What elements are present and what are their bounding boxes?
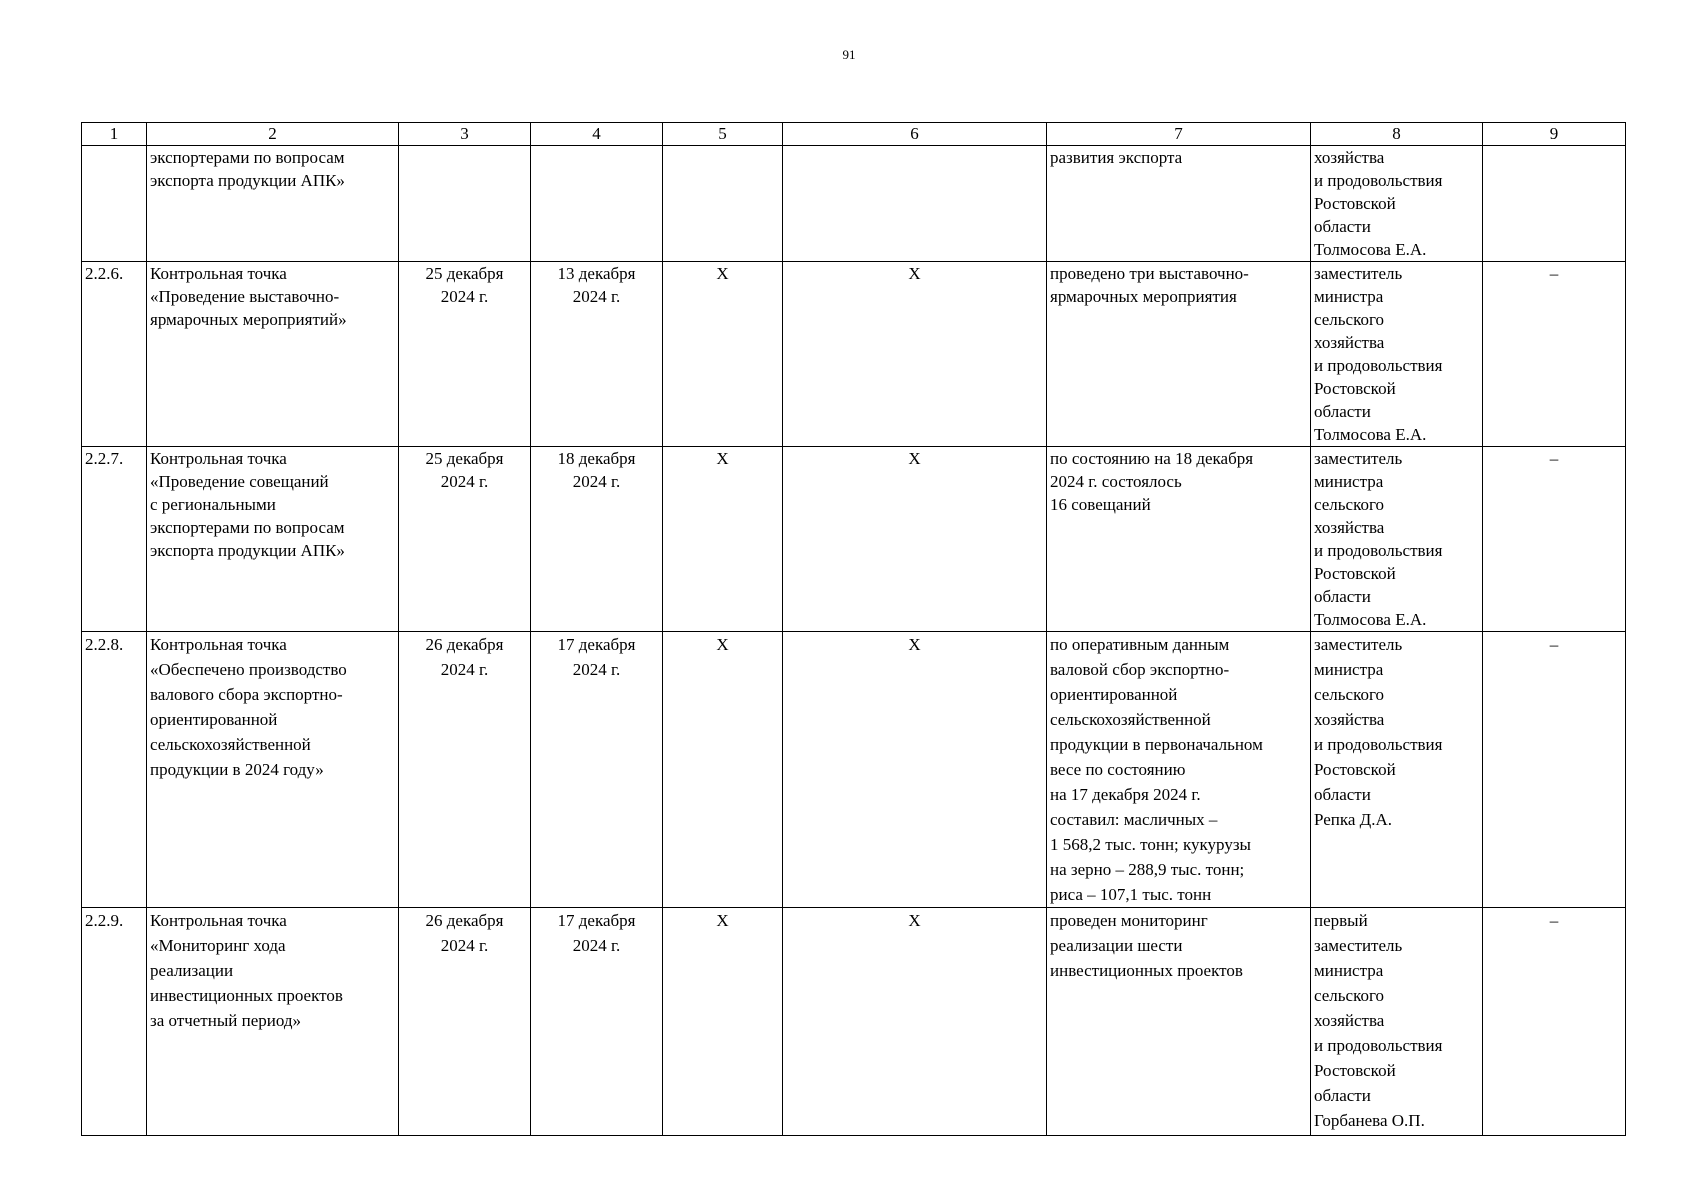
responsible-cell: первый заместитель министра сельского хозяйства и продовольствия Ростовской области Горбанева О.П. — [1311, 908, 1483, 1136]
result-cell: развития экспорта — [1047, 146, 1311, 262]
col-header-8: 8 — [1311, 123, 1483, 146]
item-name-cell: Контрольная точка «Проведение совещаний с региональными экспортерами по вопросам экспорта продукции АПК» — [147, 447, 399, 632]
col9-cell: – — [1483, 632, 1626, 908]
result-cell: по оперативным данным валовой сбор экспортно- ориентированной сельскохозяйственной продукции в первоначальном весе по состоянию на 17 декабря 2024 г. составил: масличных – 1 568,2 тыс. тонн; кукурузы на зерно – 288,9 тыс. тонн; риса – 107,1 тыс. тонн — [1047, 632, 1311, 908]
col-header-1: 1 — [82, 123, 147, 146]
col-header-6: 6 — [783, 123, 1047, 146]
header-row — [82, 123, 1626, 146]
row-number-cell: 2.2.7. — [82, 447, 147, 632]
row-number-cell: 2.2.9. — [82, 908, 147, 1136]
col5-cell: Х — [663, 908, 783, 1136]
table-row — [82, 908, 1626, 1136]
col5-cell — [663, 146, 783, 262]
responsible-cell: заместитель министра сельского хозяйства и продовольствия Ростовской области Толмосова Е.А. — [1311, 447, 1483, 632]
col9-cell: – — [1483, 262, 1626, 447]
col-header-4: 4 — [531, 123, 663, 146]
plan-date-cell: 26 декабря 2024 г. — [399, 908, 531, 1136]
item-name-cell: Контрольная точка «Проведение выставочно- ярмарочных мероприятий» — [147, 262, 399, 447]
row-number-cell: 2.2.8. — [82, 632, 147, 908]
col9-cell: – — [1483, 447, 1626, 632]
col5-cell: Х — [663, 262, 783, 447]
responsible-cell: заместитель министра сельского хозяйства и продовольствия Ростовской области Толмосова Е.А. — [1311, 262, 1483, 447]
table-row — [82, 146, 1626, 262]
report-table — [81, 122, 1626, 1136]
item-name-cell: Контрольная точка «Обеспечено производство валового сбора экспортно- ориентированной сельскохозяйственной продукции в 2024 году» — [147, 632, 399, 908]
col6-cell: Х — [783, 908, 1047, 1136]
col6-cell — [783, 146, 1047, 262]
col-header-7: 7 — [1047, 123, 1311, 146]
plan-date-cell: 25 декабря 2024 г. — [399, 447, 531, 632]
plan-date-cell: 25 декабря 2024 г. — [399, 262, 531, 447]
fact-date-cell: 18 декабря 2024 г. — [531, 447, 663, 632]
table-row — [82, 447, 1626, 632]
col5-cell: Х — [663, 447, 783, 632]
col9-cell — [1483, 146, 1626, 262]
fact-date-cell: 17 декабря 2024 г. — [531, 632, 663, 908]
plan-date-cell: 26 декабря 2024 г. — [399, 632, 531, 908]
result-cell: проведен мониторинг реализации шести инвестиционных проектов — [1047, 908, 1311, 1136]
item-name-cell: Контрольная точка «Мониторинг хода реализации инвестиционных проектов за отчетный период» — [147, 908, 399, 1136]
page-number: 91 — [842, 47, 856, 62]
row-number-cell — [82, 146, 147, 262]
fact-date-cell: 17 декабря 2024 г. — [531, 908, 663, 1136]
col5-cell: Х — [663, 632, 783, 908]
col-header-9: 9 — [1483, 123, 1626, 146]
result-cell: проведено три выставочно- ярмарочных мероприятия — [1047, 262, 1311, 447]
table-row — [82, 262, 1626, 447]
responsible-cell: заместитель министра сельского хозяйства и продовольствия Ростовской области Репка Д.А. — [1311, 632, 1483, 908]
col6-cell: Х — [783, 447, 1047, 632]
fact-date-cell: 13 декабря 2024 г. — [531, 262, 663, 447]
col6-cell: Х — [783, 262, 1047, 447]
row-number-cell: 2.2.6. — [82, 262, 147, 447]
responsible-cell: хозяйства и продовольствия Ростовской области Толмосова Е.А. — [1311, 146, 1483, 262]
table-row — [82, 632, 1626, 908]
result-cell: по состоянию на 18 декабря 2024 г. состоялось 16 совещаний — [1047, 447, 1311, 632]
col-header-2: 2 — [147, 123, 399, 146]
col6-cell: Х — [783, 632, 1047, 908]
col9-cell: – — [1483, 908, 1626, 1136]
col-header-5: 5 — [663, 123, 783, 146]
item-name-cell: экспортерами по вопросам экспорта продукции АПК» — [147, 146, 399, 262]
plan-date-cell — [399, 146, 531, 262]
fact-date-cell — [531, 146, 663, 262]
col-header-3: 3 — [399, 123, 531, 146]
